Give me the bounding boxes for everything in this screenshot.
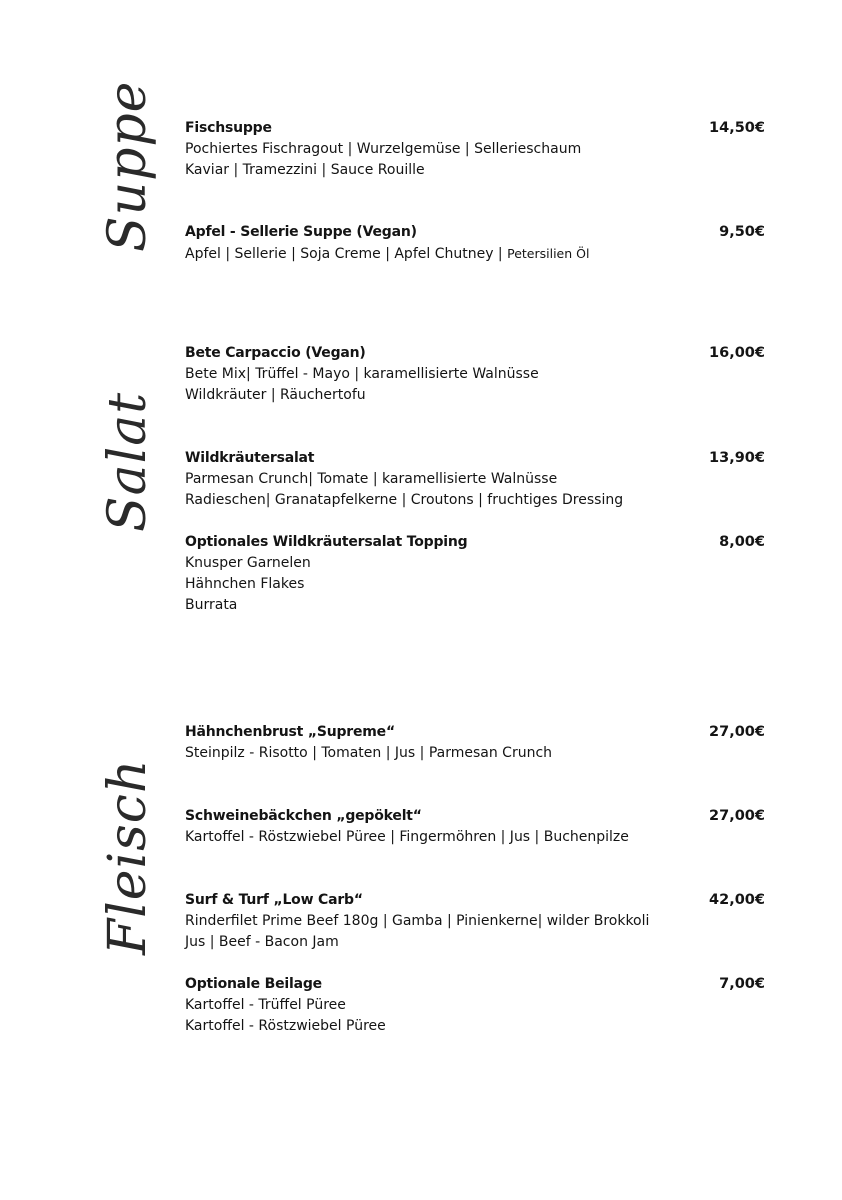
- item-price: 27,00€: [709, 724, 765, 740]
- menu-item-wildkraeutersalat: [185, 448, 765, 511]
- item-title: Optionale Beilage: [185, 976, 322, 992]
- menu-item-optionale-beilage: [185, 974, 765, 1037]
- menu-item-apfel-sellerie-suppe: [185, 222, 765, 265]
- menu-item-fischsuppe: [185, 118, 765, 181]
- item-price: 14,50€: [709, 120, 765, 136]
- item-description: Kartoffel - Trüffel Püree: [185, 997, 346, 1013]
- item-description-main: Apfel | Sellerie | Soja Creme | Apfel Chutney |: [185, 246, 508, 262]
- item-description: Kartoffel - Röstzwiebel Püree | Fingermöhren | Jus | Buchenpilze: [185, 829, 629, 845]
- item-description-small: Petersilien Öl: [507, 246, 590, 261]
- item-description: Hähnchen Flakes: [185, 576, 305, 592]
- item-description: Steinpilz - Risotto | Tomaten | Jus | Parmesan Crunch: [185, 745, 553, 761]
- section-heading-suppe: Suppe: [98, 80, 158, 252]
- item-description: Pochiertes Fischragout | Wurzelgemüse | Sellerieschaum: [185, 141, 582, 157]
- item-title: Schweinebäckchen „gepökelt“: [185, 808, 422, 824]
- section-heading-fleisch: Fleisch: [98, 758, 158, 955]
- item-description: Kaviar | Tramezzini | Sauce Rouille: [185, 162, 425, 178]
- item-price: 27,00€: [709, 808, 765, 824]
- item-price: 8,00€: [719, 534, 765, 550]
- item-description: [185, 243, 765, 265]
- item-price: 16,00€: [709, 345, 765, 361]
- menu-item-surf-turf: [185, 890, 765, 953]
- menu-item-bete-carpaccio: [185, 343, 765, 406]
- item-title: Surf & Turf „Low Carb“: [185, 892, 363, 908]
- section-heading-salat: Salat: [98, 391, 158, 532]
- item-description: Knusper Garnelen: [185, 555, 311, 571]
- menu-item-salat-topping: [185, 532, 765, 616]
- item-description: Radieschen| Granatapfelkerne | Croutons | fruchtiges Dressing: [185, 492, 624, 508]
- item-title: Fischsuppe: [185, 120, 272, 136]
- item-title: Apfel - Sellerie Suppe (Vegan): [185, 224, 417, 240]
- item-title: Optionales Wildkräutersalat Topping: [185, 534, 468, 550]
- item-title: Bete Carpaccio (Vegan): [185, 345, 366, 361]
- item-title: Hähnchenbrust „Supreme“: [185, 724, 395, 740]
- item-price: 7,00€: [719, 976, 765, 992]
- item-description: Rinderfilet Prime Beef 180g | Gamba | Pinienkerne| wilder Brokkoli: [185, 913, 650, 929]
- item-price: 13,90€: [709, 450, 765, 466]
- item-description: Kartoffel - Röstzwiebel Püree: [185, 1018, 386, 1034]
- item-description: Jus | Beef - Bacon Jam: [185, 934, 339, 950]
- item-description: Burrata: [185, 597, 238, 613]
- item-description: Parmesan Crunch| Tomate | karamellisierte Walnüsse: [185, 471, 558, 487]
- item-description: Bete Mix| Trüffel - Mayo | karamellisierte Walnüsse: [185, 366, 539, 382]
- item-title: Wildkräutersalat: [185, 450, 315, 466]
- item-description: Wildkräuter | Räuchertofu: [185, 387, 366, 403]
- menu-item-haehnchenbrust: [185, 722, 765, 764]
- item-price: 9,50€: [719, 224, 765, 240]
- menu-item-schweinebaeckchen: [185, 806, 765, 848]
- item-price: 42,00€: [709, 892, 765, 908]
